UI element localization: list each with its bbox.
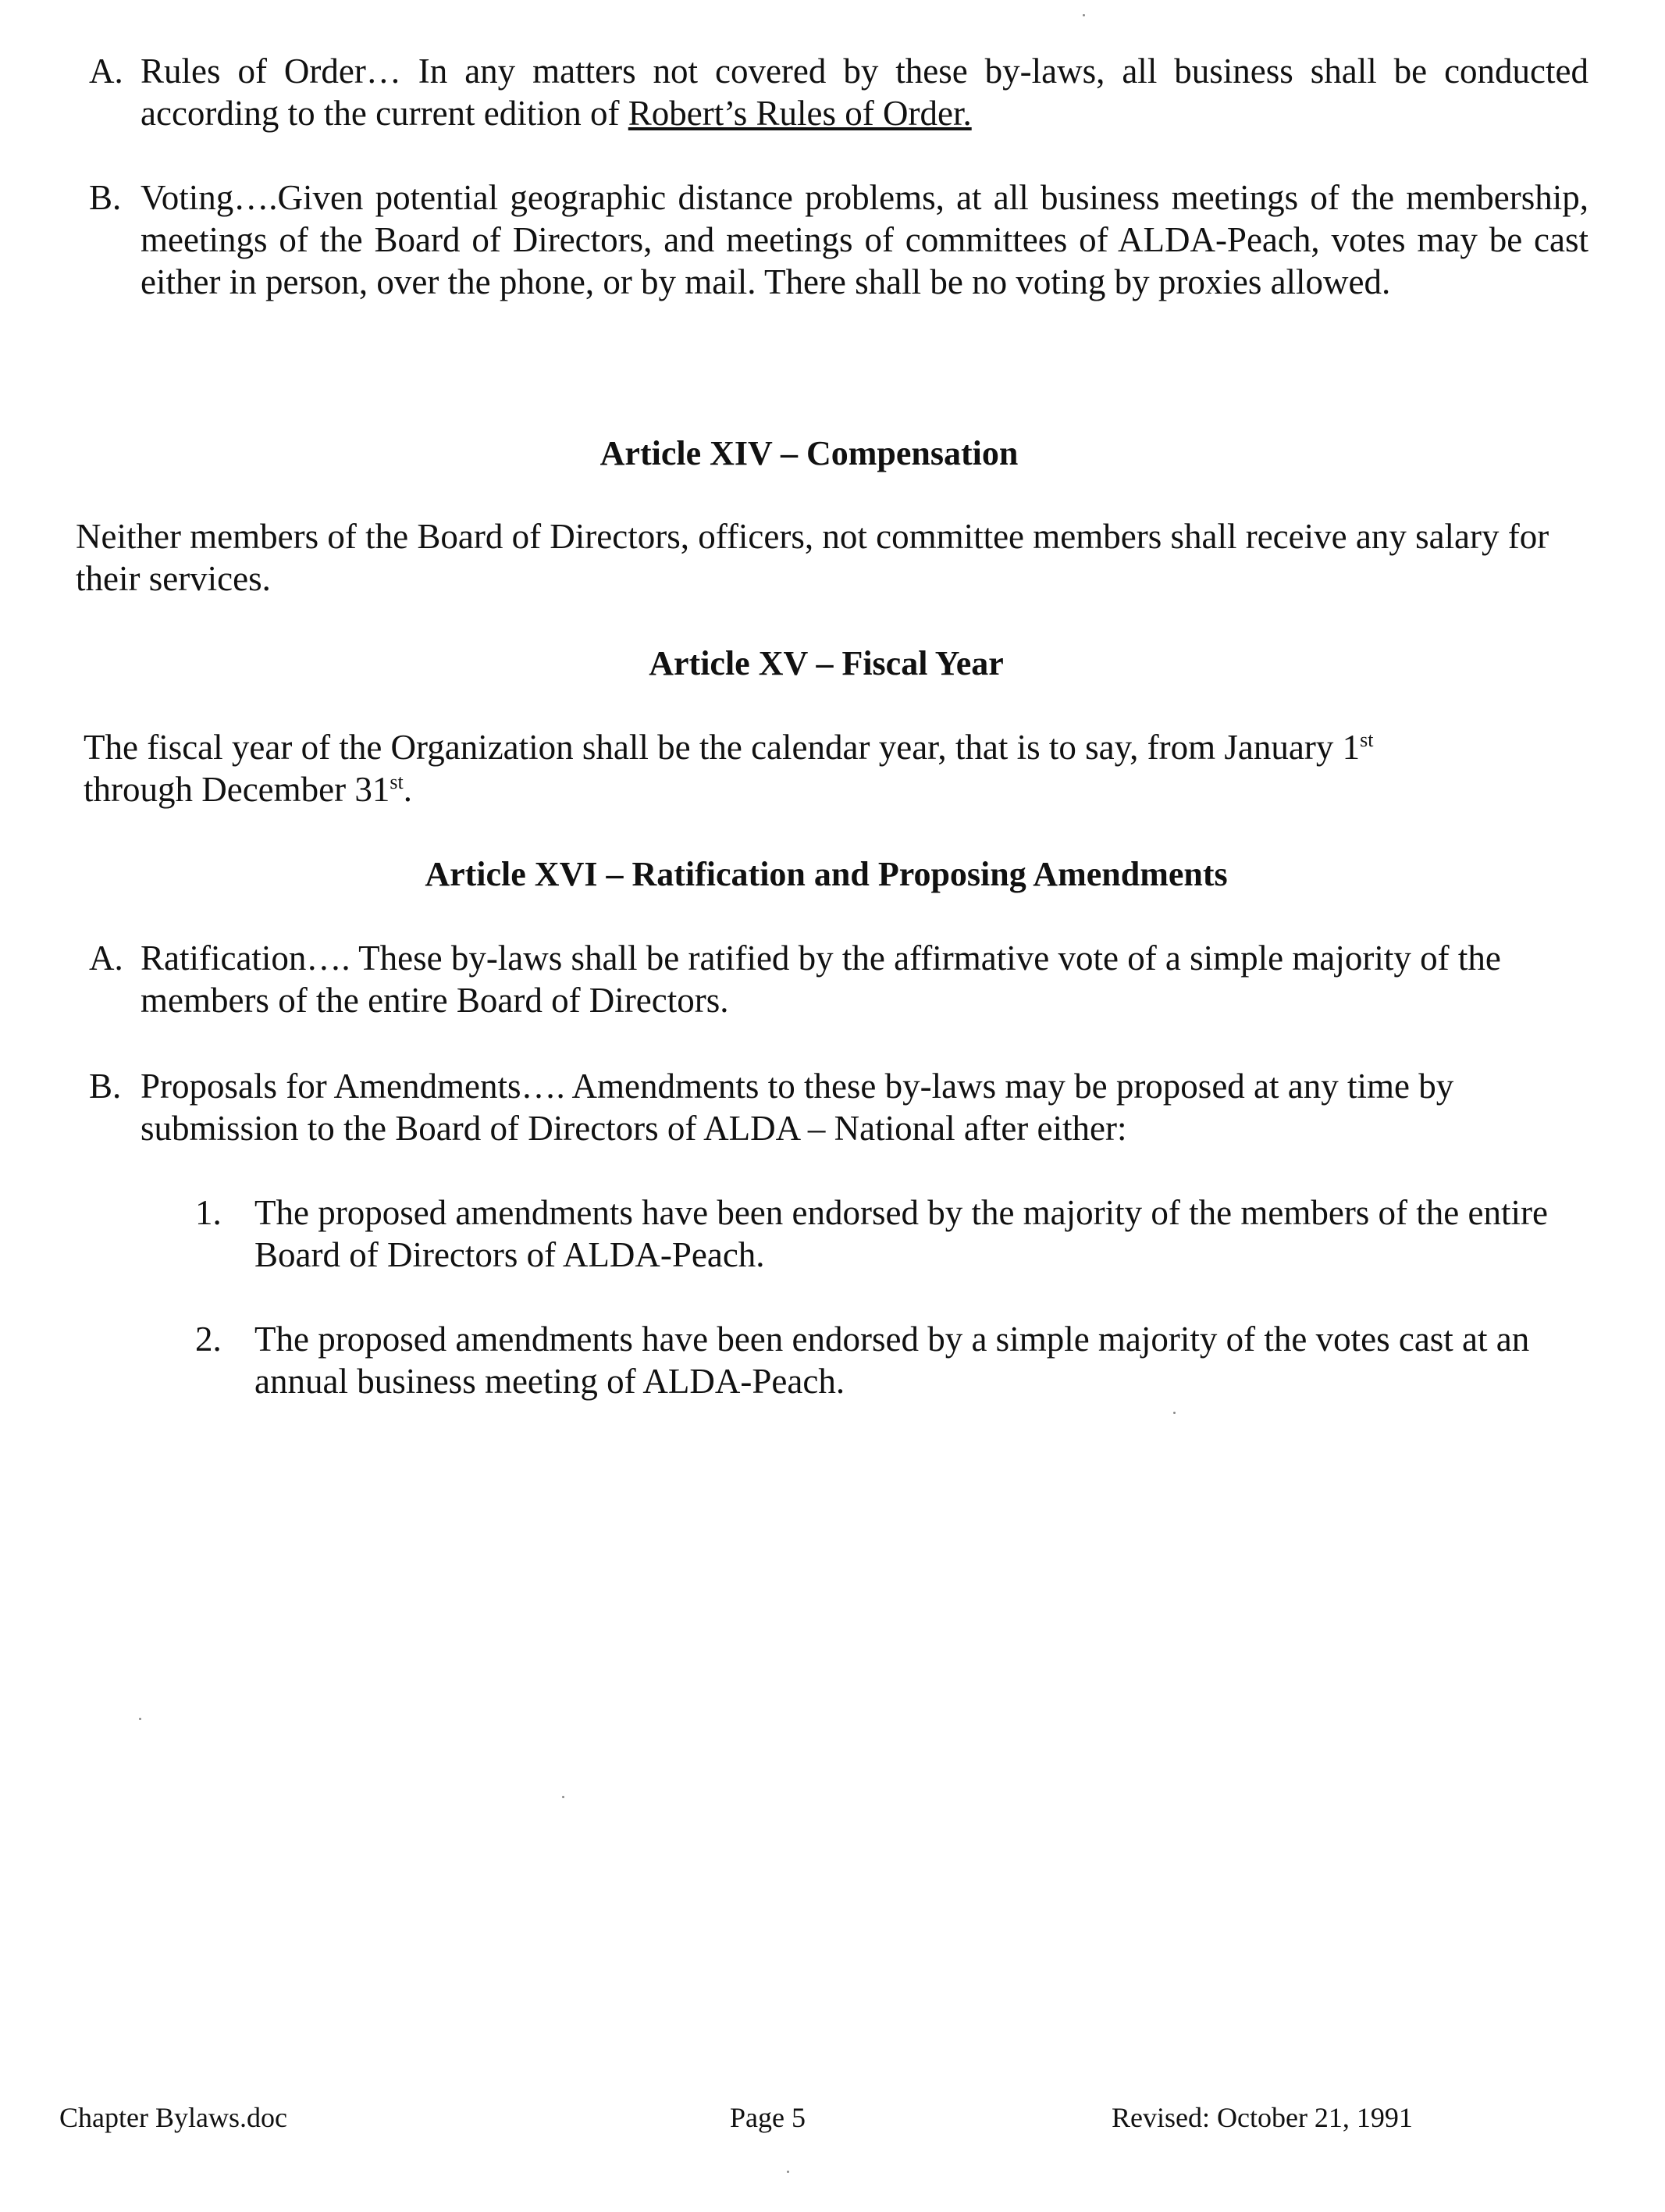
article-16-section-a: [89, 937, 1561, 1021]
roberts-rules-reference: Robert’s Rules of Order.: [628, 94, 972, 133]
section-a-rules-of-order: [89, 50, 1589, 134]
list-item: [195, 1318, 1550, 1402]
scan-speck: [787, 2171, 789, 2173]
article-16-a-marker: A.: [89, 939, 123, 978]
article-15-sup1: st: [1360, 728, 1374, 751]
footer-filename: Chapter Bylaws.doc: [59, 2102, 287, 2133]
list-item-marker: 2.: [195, 1320, 222, 1359]
article-16-b-text: Proposals for Amendments…. Amendments to these by-laws may be proposed at any time by submission to the Board of Directors of ALDA – National after either:: [141, 1067, 1454, 1148]
scan-speck: [1083, 14, 1085, 16]
section-a-marker: A.: [89, 52, 123, 91]
article-14-heading: Article XIV – Compensation: [599, 434, 1019, 472]
footer-revised-date: Revised: October 21, 1991: [1112, 2102, 1413, 2133]
list-item-text: The proposed amendments have been endorsed by the majority of the members of the entire Board of Directors of ALDA-Peach.: [254, 1193, 1548, 1274]
section-b-lead: Voting….: [141, 178, 278, 217]
list-item: [195, 1191, 1550, 1276]
article-16-heading: Article XVI – Ratification and Proposing Amendments: [425, 855, 1228, 893]
article-15-line1: The fiscal year of the Organization shall be the calendar year, that is to say, from January 1: [84, 728, 1361, 767]
footer-page-number: Page 5: [730, 2102, 806, 2133]
article-16-section-b: [89, 1065, 1577, 1149]
section-b-marker: B.: [89, 178, 122, 217]
section-a-lead: Rules of Order…: [141, 52, 401, 91]
article-15-text: [84, 726, 1567, 810]
article-16-a-text: Ratification…. These by-laws shall be ratified by the affirmative vote of a simple majority of the members of the entire Board of Directors.: [141, 939, 1501, 1020]
section-b-text: Given potential geographic distance problems, at all business meetings of the membership, meetings of the Board of Directors, and meetings of committees of ALDA-Peach, votes may be cast either in person, over the phone, or by mail. There shall be no voting by proxies allowed.: [141, 178, 1589, 301]
article-15-heading: Article XV – Fiscal Year: [649, 644, 1004, 682]
section-a-text: In any matters not covered by these by-laws, all business shall be conducted according to the current edition of: [141, 52, 1589, 133]
article-15-line2: through December 31: [84, 770, 390, 809]
scan-speck: [139, 1718, 141, 1720]
list-item-marker: 1.: [195, 1193, 222, 1232]
article-14-text: Neither members of the Board of Directors, officers, not committee members shall receive any salary for their services.: [76, 517, 1549, 598]
list-item-text: The proposed amendments have been endorsed by a simple majority of the votes cast at an annual business meeting of ALDA-Peach.: [254, 1320, 1530, 1401]
article-15-sup2: st: [390, 771, 404, 793]
article-16-b-marker: B.: [89, 1067, 122, 1106]
section-b-voting: [89, 176, 1589, 303]
scan-speck: [1173, 1412, 1176, 1414]
scan-speck: [562, 1796, 564, 1798]
article-15-line2-end: .: [403, 770, 412, 809]
